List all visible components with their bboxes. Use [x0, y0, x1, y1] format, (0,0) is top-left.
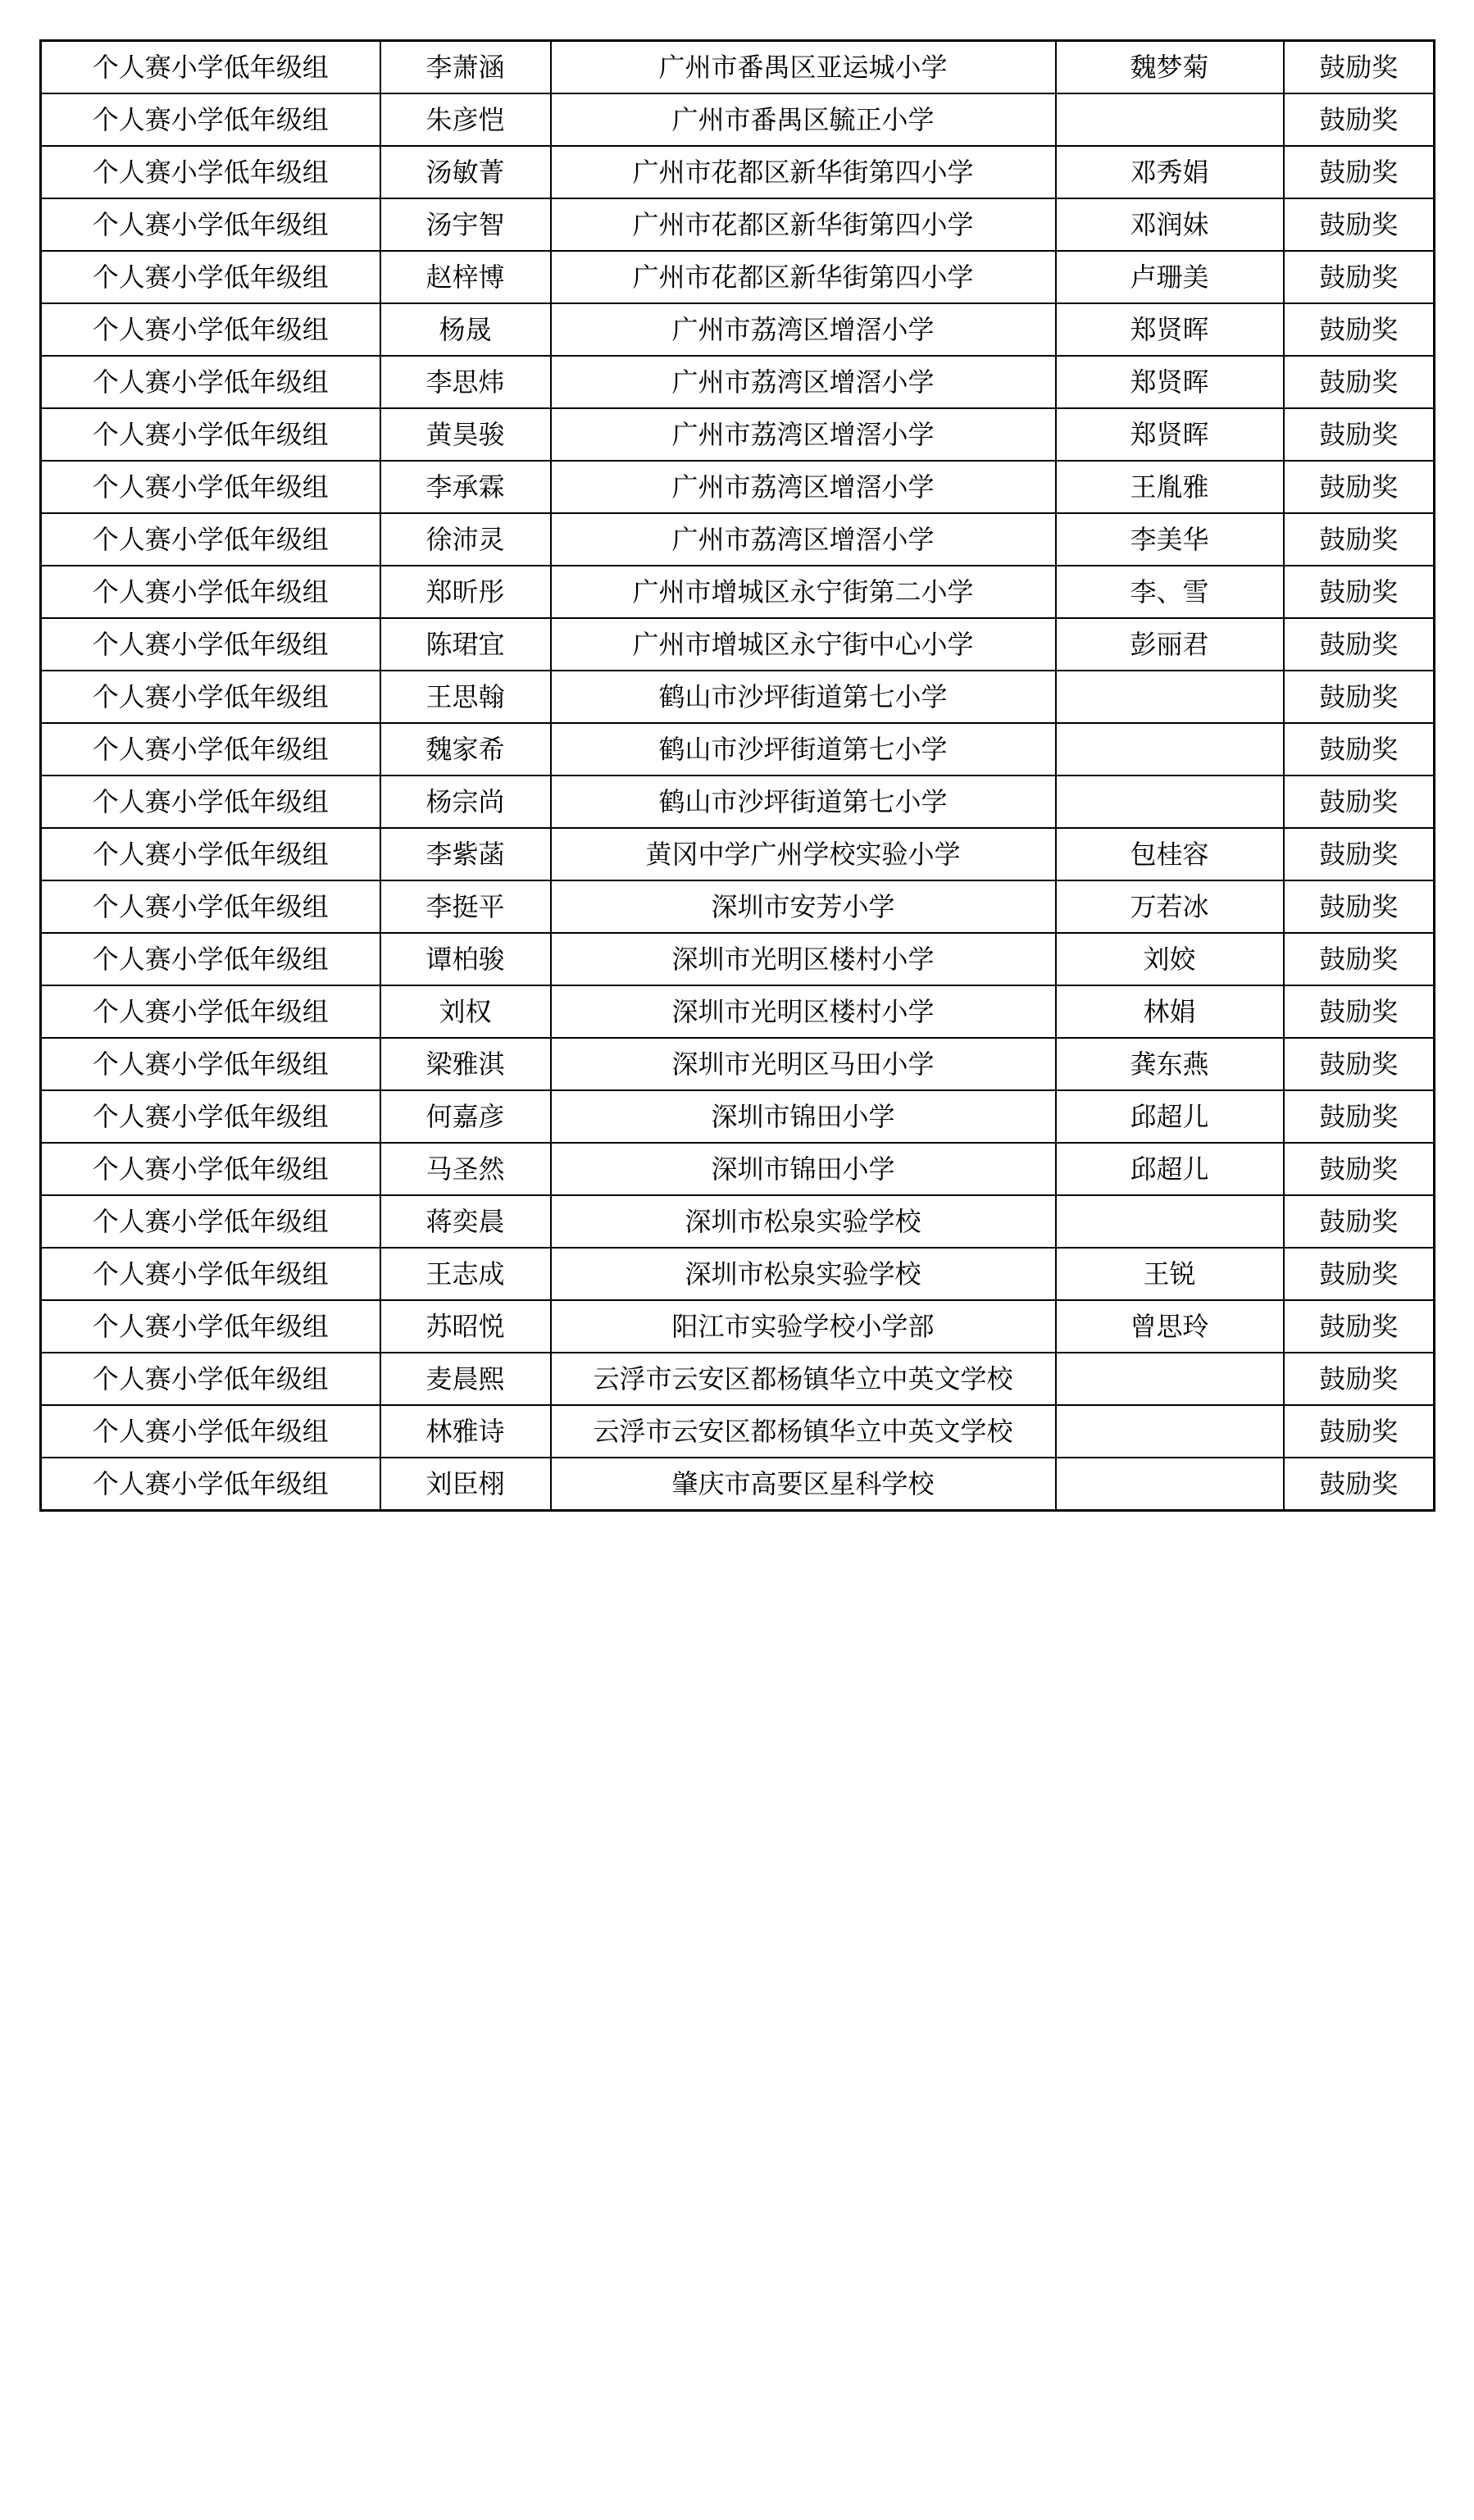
cell-teacher: 魏梦菊 — [1056, 41, 1284, 94]
cell-group: 个人赛小学低年级组 — [41, 1405, 380, 1458]
cell-award: 鼓励奖 — [1284, 1090, 1435, 1143]
cell-teacher: 邱超儿 — [1056, 1090, 1284, 1143]
cell-school: 广州市增城区永宁街中心小学 — [551, 618, 1056, 671]
cell-group: 个人赛小学低年级组 — [41, 1300, 380, 1353]
table-row — [41, 146, 1435, 198]
cell-student-name: 王志成 — [380, 1248, 551, 1300]
cell-student-name: 马圣然 — [380, 1143, 551, 1195]
cell-award: 鼓励奖 — [1284, 1248, 1435, 1300]
cell-student-name: 陈珺宜 — [380, 618, 551, 671]
cell-group: 个人赛小学低年级组 — [41, 1195, 380, 1248]
cell-teacher — [1056, 1405, 1284, 1458]
cell-school: 广州市番禺区亚运城小学 — [551, 41, 1056, 94]
table-row — [41, 1300, 1435, 1353]
cell-award: 鼓励奖 — [1284, 566, 1435, 618]
cell-group: 个人赛小学低年级组 — [41, 146, 380, 198]
table-row — [41, 1248, 1435, 1300]
cell-teacher: 李、雪 — [1056, 566, 1284, 618]
cell-award: 鼓励奖 — [1284, 985, 1435, 1038]
cell-teacher — [1056, 1353, 1284, 1405]
cell-teacher: 王胤雅 — [1056, 461, 1284, 513]
cell-award: 鼓励奖 — [1284, 198, 1435, 251]
table-row — [41, 985, 1435, 1038]
cell-school: 广州市增城区永宁街第二小学 — [551, 566, 1056, 618]
table-row — [41, 356, 1435, 408]
table-row — [41, 723, 1435, 776]
cell-group: 个人赛小学低年级组 — [41, 880, 380, 933]
cell-school: 广州市荔湾区增滘小学 — [551, 408, 1056, 461]
cell-group: 个人赛小学低年级组 — [41, 985, 380, 1038]
table-row — [41, 93, 1435, 146]
cell-teacher: 李美华 — [1056, 513, 1284, 566]
cell-school: 广州市花都区新华街第四小学 — [551, 251, 1056, 303]
cell-student-name: 徐沛灵 — [380, 513, 551, 566]
cell-student-name: 李萧涵 — [380, 41, 551, 94]
cell-award: 鼓励奖 — [1284, 461, 1435, 513]
table-row — [41, 461, 1435, 513]
cell-group: 个人赛小学低年级组 — [41, 828, 380, 880]
cell-award: 鼓励奖 — [1284, 1300, 1435, 1353]
cell-student-name: 李挺平 — [380, 880, 551, 933]
cell-student-name: 黄昊骏 — [380, 408, 551, 461]
cell-teacher: 彭丽君 — [1056, 618, 1284, 671]
cell-group: 个人赛小学低年级组 — [41, 776, 380, 828]
table-row — [41, 408, 1435, 461]
cell-award: 鼓励奖 — [1284, 933, 1435, 985]
cell-student-name: 麦晨熙 — [380, 1353, 551, 1405]
table-row — [41, 1090, 1435, 1143]
cell-student-name: 杨晟 — [380, 303, 551, 356]
cell-teacher — [1056, 1458, 1284, 1511]
cell-award: 鼓励奖 — [1284, 776, 1435, 828]
cell-group: 个人赛小学低年级组 — [41, 1248, 380, 1300]
table-row — [41, 1458, 1435, 1511]
cell-teacher — [1056, 671, 1284, 723]
table-row — [41, 1038, 1435, 1090]
table-row — [41, 933, 1435, 985]
cell-teacher: 曾思玲 — [1056, 1300, 1284, 1353]
cell-school: 肇庆市高要区星科学校 — [551, 1458, 1056, 1511]
cell-school: 深圳市锦田小学 — [551, 1090, 1056, 1143]
cell-award: 鼓励奖 — [1284, 1458, 1435, 1511]
cell-student-name: 魏家希 — [380, 723, 551, 776]
cell-student-name: 李思炜 — [380, 356, 551, 408]
cell-award: 鼓励奖 — [1284, 723, 1435, 776]
cell-student-name: 郑昕彤 — [380, 566, 551, 618]
cell-school: 广州市荔湾区增滘小学 — [551, 461, 1056, 513]
cell-student-name: 李承霖 — [380, 461, 551, 513]
cell-school: 深圳市光明区马田小学 — [551, 1038, 1056, 1090]
cell-award: 鼓励奖 — [1284, 1195, 1435, 1248]
cell-teacher: 万若冰 — [1056, 880, 1284, 933]
cell-student-name: 何嘉彦 — [380, 1090, 551, 1143]
cell-teacher: 龚东燕 — [1056, 1038, 1284, 1090]
cell-school: 深圳市锦田小学 — [551, 1143, 1056, 1195]
cell-student-name: 林雅诗 — [380, 1405, 551, 1458]
cell-group: 个人赛小学低年级组 — [41, 1143, 380, 1195]
cell-student-name: 李紫菡 — [380, 828, 551, 880]
table-row — [41, 618, 1435, 671]
award-list-table — [39, 39, 1435, 1512]
cell-award: 鼓励奖 — [1284, 408, 1435, 461]
cell-school: 深圳市安芳小学 — [551, 880, 1056, 933]
cell-student-name: 赵梓博 — [380, 251, 551, 303]
cell-award: 鼓励奖 — [1284, 618, 1435, 671]
table-row — [41, 880, 1435, 933]
table-row — [41, 1195, 1435, 1248]
cell-school: 广州市番禺区毓正小学 — [551, 93, 1056, 146]
table-row — [41, 1405, 1435, 1458]
cell-award: 鼓励奖 — [1284, 146, 1435, 198]
cell-teacher: 包桂容 — [1056, 828, 1284, 880]
cell-group: 个人赛小学低年级组 — [41, 618, 380, 671]
cell-school: 鹤山市沙坪街道第七小学 — [551, 671, 1056, 723]
cell-group: 个人赛小学低年级组 — [41, 513, 380, 566]
cell-group: 个人赛小学低年级组 — [41, 933, 380, 985]
cell-group: 个人赛小学低年级组 — [41, 356, 380, 408]
cell-award: 鼓励奖 — [1284, 303, 1435, 356]
cell-group: 个人赛小学低年级组 — [41, 408, 380, 461]
cell-teacher: 卢珊美 — [1056, 251, 1284, 303]
cell-school: 鹤山市沙坪街道第七小学 — [551, 776, 1056, 828]
cell-group: 个人赛小学低年级组 — [41, 671, 380, 723]
cell-student-name: 谭柏骏 — [380, 933, 551, 985]
cell-teacher: 邓秀娟 — [1056, 146, 1284, 198]
cell-teacher: 郑贤晖 — [1056, 356, 1284, 408]
cell-group: 个人赛小学低年级组 — [41, 303, 380, 356]
cell-award: 鼓励奖 — [1284, 880, 1435, 933]
cell-student-name: 梁雅淇 — [380, 1038, 551, 1090]
cell-teacher: 王锐 — [1056, 1248, 1284, 1300]
cell-student-name: 刘臣栩 — [380, 1458, 551, 1511]
cell-student-name: 苏昭悦 — [380, 1300, 551, 1353]
cell-group: 个人赛小学低年级组 — [41, 93, 380, 146]
cell-teacher — [1056, 723, 1284, 776]
cell-group: 个人赛小学低年级组 — [41, 1353, 380, 1405]
cell-award: 鼓励奖 — [1284, 671, 1435, 723]
cell-award: 鼓励奖 — [1284, 1405, 1435, 1458]
cell-student-name: 蒋奕晨 — [380, 1195, 551, 1248]
cell-school: 云浮市云安区都杨镇华立中英文学校 — [551, 1353, 1056, 1405]
cell-group: 个人赛小学低年级组 — [41, 1458, 380, 1511]
cell-group: 个人赛小学低年级组 — [41, 198, 380, 251]
cell-group: 个人赛小学低年级组 — [41, 723, 380, 776]
cell-teacher: 郑贤晖 — [1056, 408, 1284, 461]
cell-school: 鹤山市沙坪街道第七小学 — [551, 723, 1056, 776]
table-row — [41, 1353, 1435, 1405]
cell-student-name: 刘权 — [380, 985, 551, 1038]
cell-teacher: 邓润妹 — [1056, 198, 1284, 251]
cell-award: 鼓励奖 — [1284, 251, 1435, 303]
cell-school: 广州市花都区新华街第四小学 — [551, 198, 1056, 251]
cell-award: 鼓励奖 — [1284, 1038, 1435, 1090]
cell-teacher — [1056, 1195, 1284, 1248]
cell-award: 鼓励奖 — [1284, 828, 1435, 880]
cell-school: 深圳市松泉实验学校 — [551, 1248, 1056, 1300]
cell-school: 广州市花都区新华街第四小学 — [551, 146, 1056, 198]
cell-group: 个人赛小学低年级组 — [41, 566, 380, 618]
cell-teacher — [1056, 93, 1284, 146]
cell-student-name: 杨宗尚 — [380, 776, 551, 828]
cell-school: 广州市荔湾区增滘小学 — [551, 356, 1056, 408]
cell-student-name: 朱彦恺 — [380, 93, 551, 146]
cell-group: 个人赛小学低年级组 — [41, 251, 380, 303]
cell-teacher: 郑贤晖 — [1056, 303, 1284, 356]
table-row — [41, 198, 1435, 251]
cell-student-name: 汤宇智 — [380, 198, 551, 251]
table-row — [41, 776, 1435, 828]
table-row — [41, 513, 1435, 566]
table-row — [41, 41, 1435, 94]
cell-award: 鼓励奖 — [1284, 513, 1435, 566]
cell-group: 个人赛小学低年级组 — [41, 1090, 380, 1143]
cell-group: 个人赛小学低年级组 — [41, 1038, 380, 1090]
table-row — [41, 828, 1435, 880]
cell-school: 黄冈中学广州学校实验小学 — [551, 828, 1056, 880]
cell-school: 深圳市松泉实验学校 — [551, 1195, 1056, 1248]
cell-teacher: 邱超儿 — [1056, 1143, 1284, 1195]
cell-award: 鼓励奖 — [1284, 356, 1435, 408]
cell-student-name: 汤敏菁 — [380, 146, 551, 198]
cell-award: 鼓励奖 — [1284, 1353, 1435, 1405]
cell-teacher: 林娟 — [1056, 985, 1284, 1038]
cell-award: 鼓励奖 — [1284, 1143, 1435, 1195]
cell-student-name: 王思翰 — [380, 671, 551, 723]
cell-group: 个人赛小学低年级组 — [41, 461, 380, 513]
cell-award: 鼓励奖 — [1284, 93, 1435, 146]
cell-teacher: 刘姣 — [1056, 933, 1284, 985]
cell-teacher — [1056, 776, 1284, 828]
table-row — [41, 566, 1435, 618]
table-row — [41, 251, 1435, 303]
award-list-body — [41, 41, 1435, 1511]
cell-award: 鼓励奖 — [1284, 41, 1435, 94]
cell-group: 个人赛小学低年级组 — [41, 41, 380, 94]
cell-school: 阳江市实验学校小学部 — [551, 1300, 1056, 1353]
cell-school: 深圳市光明区楼村小学 — [551, 985, 1056, 1038]
cell-school: 广州市荔湾区增滘小学 — [551, 303, 1056, 356]
cell-school: 广州市荔湾区增滘小学 — [551, 513, 1056, 566]
table-row — [41, 1143, 1435, 1195]
table-row — [41, 303, 1435, 356]
table-row — [41, 671, 1435, 723]
cell-school: 云浮市云安区都杨镇华立中英文学校 — [551, 1405, 1056, 1458]
cell-school: 深圳市光明区楼村小学 — [551, 933, 1056, 985]
